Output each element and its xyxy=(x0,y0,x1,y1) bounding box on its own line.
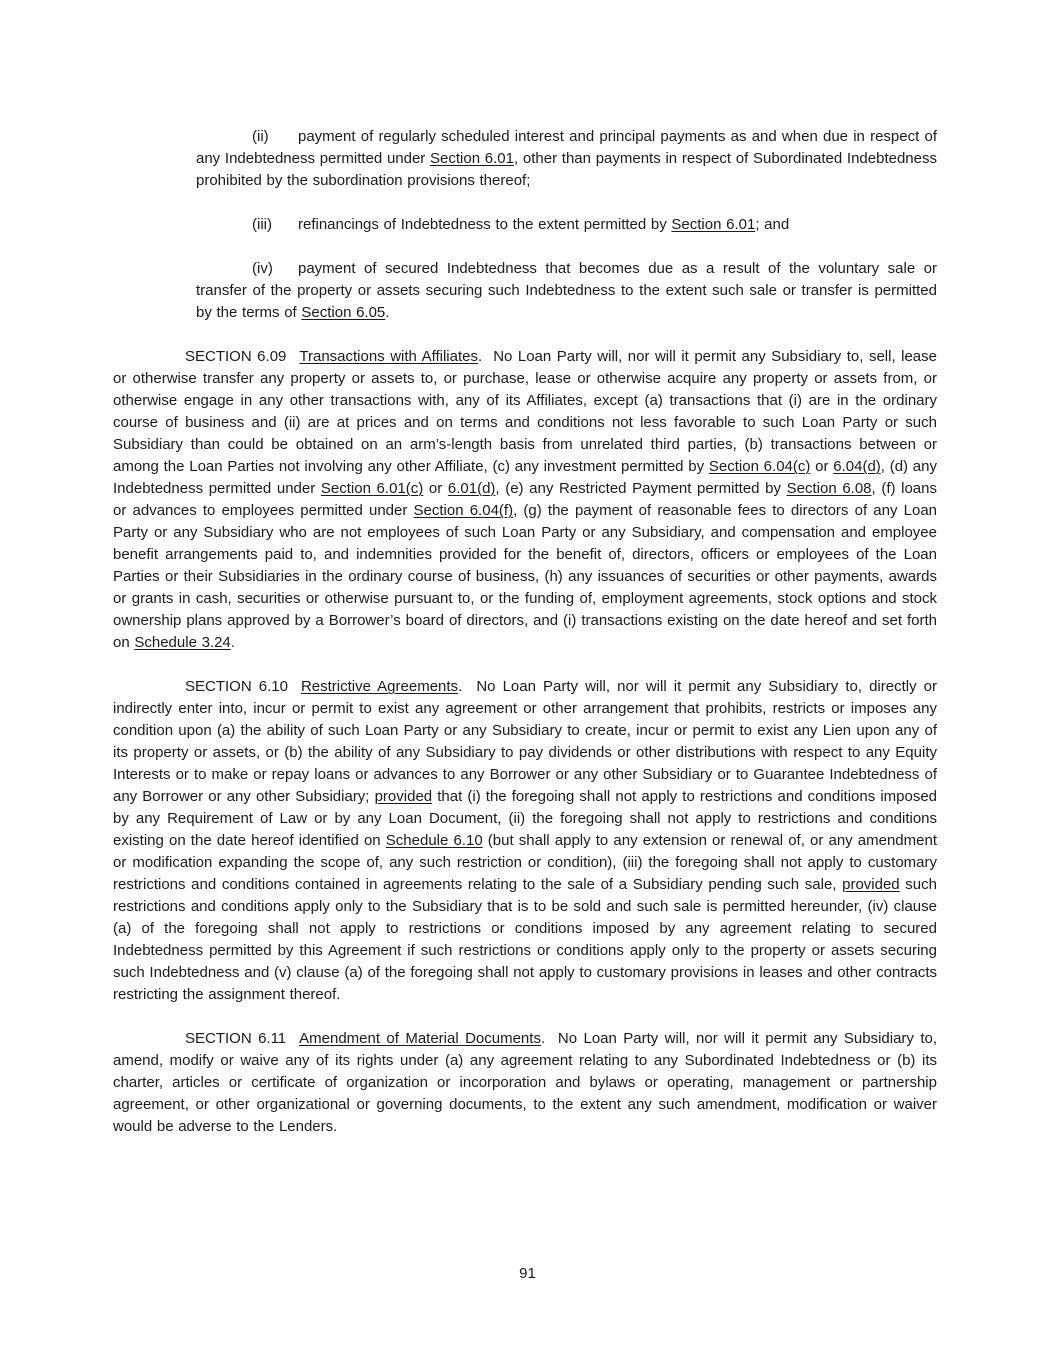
clause-number: (iii) xyxy=(252,216,272,233)
underlined-reference: provided xyxy=(842,876,900,893)
paragraph-section-6-10-restrictive-agreements xyxy=(113,676,937,1006)
text-run: payment of regularly scheduled interest and principal payments as and when due in respect of any Indebtedness permitted under xyxy=(196,128,937,167)
clause-number: (ii) xyxy=(252,128,269,145)
text-run: such restrictions and conditions apply only to the Subsidiary that is to be sold and such sale is permitted hereunder, (iv) clause (a) of the foregoing shall not apply to restrictions or conditions imposed by any agreement relating to secured Indebtedness permitted by this Agreement if such restrictions or conditions apply only to the property or assets securing such Indebtedness and (v) clause (a) of the foregoing shall not apply to customary provisions in leases and other contracts restricting the assignment thereof. xyxy=(113,876,937,1003)
text-run: refinancings of Indebtedness to the extent permitted by xyxy=(298,216,672,233)
paragraph-clause-iii xyxy=(196,214,937,236)
underlined-reference: Restrictive Agreements xyxy=(300,678,459,695)
underlined-reference: Section 6.05 xyxy=(301,304,386,321)
text-run: , (f) loans or advances to employees permitted under xyxy=(113,480,937,519)
text-run: . No Loan Party will, nor will it permit any Subsidiary to, directly or indirectly enter into, incur or permit to exist any agreement or other arrangement that prohibits, restricts or imposes any condition upon (a) the ability of such Loan Party or any Subsidiary to create, incur or permit to exist any Lien upon any of its property or assets, or (b) the ability of any Subsidiary to pay dividends or other distributions with respect to any Equity Interests or to make or repay loans or advances to any Borrower or any other Subsidiary or to Guarantee Indebtedness of any Borrower or any other Subsidiary; xyxy=(113,678,937,805)
underlined-reference: Section 6.01 xyxy=(430,150,514,167)
underlined-reference: Section 6.01(c) xyxy=(320,480,424,497)
text-run: or xyxy=(423,480,448,497)
text-run: . No Loan Party will, nor will it permit any Subsidiary to, sell, lease or otherwise transfer any property or assets to, or purchase, lease or otherwise acquire any property or assets from, or otherwise engage in any other transactions with, any of its Affiliates, except (a) transactions that (i) are in the ordinary course of business and (ii) are at prices and on terms and conditions not less favorable to such Loan Party or such Subsidiary than could be obtained on an arm’s-length basis from unrelated third parties, (b) transactions between or among the Loan Parties not involving any other Affiliate, (c) any investment permitted by xyxy=(113,348,937,475)
paragraph-section-6-09-transactions-with-affiliates xyxy=(113,346,937,654)
underlined-reference: 6.04(d) xyxy=(833,458,881,475)
text-run: , (e) any Restricted Payment permitted by xyxy=(495,480,787,497)
section-label: SECTION 6.10 xyxy=(185,678,288,695)
underlined-reference: Section 6.04(c) xyxy=(708,458,811,475)
section-label: SECTION 6.11 xyxy=(185,1030,287,1047)
paragraph-clause-ii xyxy=(196,126,937,192)
text-run: ; and xyxy=(755,216,790,233)
underlined-reference: Schedule 3.24 xyxy=(134,634,231,651)
text-run: , (g) the payment of reasonable fees to directors of any Loan Party or any Subsidiary who are not employees of such Loan Party or any Subsidiary, and compensation and employee benefit arrangements paid to, and indemnities provided for the benefit of, directors, officers or employees of the Loan Parties or their Subsidiaries in the ordinary course of business, (h) any issuances of securities or other payments, awards or grants in cash, securities or otherwise pursuant to, or the funding of, employment agreements, stock options and stock ownership plans approved by a Borrower’s board of directors, and (i) transactions existing on the date hereof and set forth on xyxy=(113,502,937,651)
underlined-reference: Section 6.04(f) xyxy=(413,502,514,519)
underlined-reference: Section 6.01 xyxy=(671,216,756,233)
text-run: . xyxy=(385,304,390,321)
underlined-reference: Schedule 6.10 xyxy=(385,832,483,849)
underlined-reference: Transactions with Affiliates xyxy=(299,348,478,365)
underlined-reference: Section 6.08 xyxy=(786,480,872,497)
underlined-reference: 6.01(d) xyxy=(447,480,496,497)
text-run: that (i) the foregoing shall not apply to restrictions and conditions imposed by any Requirement of Law or by any Loan Document, (ii) the foregoing shall not apply to restrictions and conditions existing on the date hereof identified on xyxy=(113,788,938,849)
text-run: or xyxy=(810,458,834,475)
text-run: , (d) any Indebtedness permitted under xyxy=(113,458,937,497)
paragraph-section-6-11-amendment-of-material-documents xyxy=(113,1028,937,1138)
text-run: , other than payments in respect of Subordinated Indebtedness prohibited by the subordination provisions thereof; xyxy=(196,150,937,189)
text-run: (but shall apply to any extension or renewal of, or any amendment or modification expanding the scope of, any such restriction or condition), (iii) the foregoing shall not apply to customary restrictions and conditions contained in agreements relating to the sale of a Subsidiary pending such sale, xyxy=(113,832,937,893)
section-label: SECTION 6.09 xyxy=(185,348,287,365)
underlined-reference: provided xyxy=(374,788,433,805)
paragraph-clause-iv xyxy=(196,258,937,324)
underlined-reference: Amendment of Material Documents xyxy=(299,1030,541,1047)
text-run: . No Loan Party will, nor will it permit any Subsidiary to, amend, modify or waive any of its rights under (a) any agreement relating to any Subordinated Indebtedness or (b) its charter, articles or certificate of organization or incorporation and bylaws or operating, management or partnership agreement, or other organizational or governing documents, to the extent any such amendment, modification or waiver would be adverse to the Lenders. xyxy=(113,1030,938,1135)
page-number: 91 xyxy=(519,1265,536,1282)
clause-number: (iv) xyxy=(252,260,273,277)
text-run: . xyxy=(230,634,235,651)
text-run: payment of secured Indebtedness that becomes due as a result of the voluntary sale or transfer of the property or assets securing such Indebtedness to the extent such sale or transfer is permitted by the terms of xyxy=(196,260,937,321)
